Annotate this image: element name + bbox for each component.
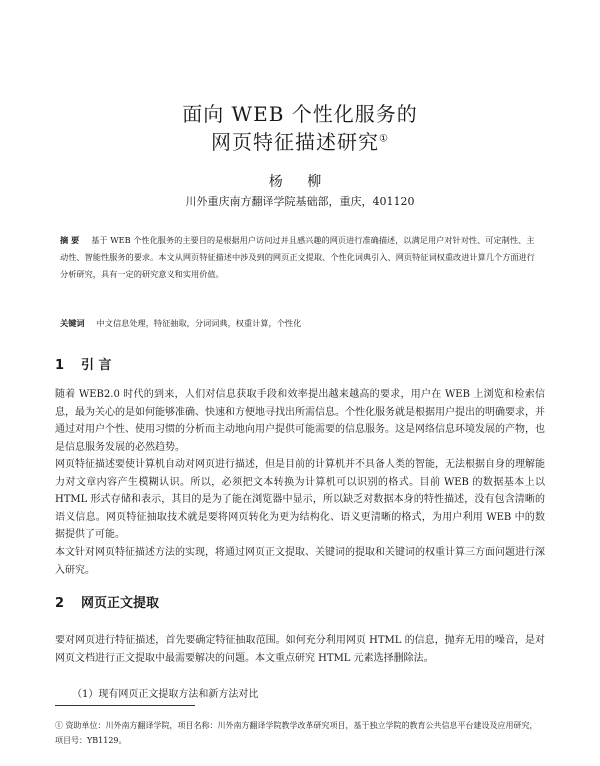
section-number: 2 [55,596,65,611]
author-name: 杨 柳 [268,174,332,190]
footnote-marker: ① [379,133,389,145]
paper-title-line2 [0,126,600,155]
author-affiliation: 川外重庆南方翻译学院基础部，重庆，401120 [185,195,415,208]
paragraph: 要对网页进行特征描述，首先要确定特征抽取范围。如何充分利用网页 HTML 的信息，抛弃无用的噪音，是对网页文档进行正文提取中最需要解决的问题。本文重点研究 HTML 元素选择删除法。 [55,635,545,664]
keywords-label: 关键词 [60,318,85,328]
footnote-divider [55,705,195,706]
paragraph: 随着 WEB2.0 时代的到来，人们对信息获取手段和效率提出越来越高的要求，用户在 WEB 上浏览和检索信息，最为关心的是如何能够准确、快速和方便地寻找出所需信息。个性化服务就是根据用户提出的明确要求，并通过对用户个性、使用习惯的分析而主动地向用户提供可能需要的信息服务。这是网络信息环境发展的产物，也是信息服务发展的必然趋势。 [55,389,545,453]
subheading: （1）现有网页正文提取方法和新方法对比 [72,689,259,700]
section-title: 引 言 [81,358,112,373]
abstract-label: 摘 要 [60,235,80,245]
paper-title-text: 网页特征描述研究 [211,130,380,154]
abstract [60,232,540,283]
abstract-text: 基于 WEB 个性化服务的主要目的是根据用户访问过并且感兴趣的网页进行准确描述，以满足用户对针对性、可定制性、主动性、智能性服务的要求。本文从网页特征描述中涉及到的网页正文提取、个性化词典引入、网页特征词权重改进计算几个方面进行分析研究，具有一定的研究意义和实用价值。 [60,235,535,279]
paper-title-line1: 面向 WEB 个性化服务的 [182,102,418,126]
footnote: ① 资助单位：川外南方翻译学院，项目名称：川外南方翻译学院教学改革研究项目，基于独立学院的教育公共信息平台建设及应用研究，项目号：YB1129。 [55,721,538,745]
paragraph: 本文针对网页特征描述方法的实现，将通过网页正文提取、关键词的提取和关键词的权重计算三方面问题进行深入研究。 [55,547,545,576]
section-heading-extraction [55,592,159,611]
section-heading-intro [55,354,112,373]
section-number: 1 [55,358,65,373]
paragraph: 网页特征描述要使计算机自动对网页进行描述，但是目前的计算机并不具备人类的智能，无法根据自身的理解能力对文章内容产生模糊认识。所以，必须把文本转换为计算机可以识别的格式。目前 WEB 的数据基本上以 HTML 形式存储和表示，其目的是为了能在浏览器中显示，所以缺乏对数据本身的特性描述，没有包含清晰的语义信息。网页特征抽取技术就是要将网页转化为更为结构化、语义更清晰的格式，为用户利用 WEB 中的数据提供了可能。 [55,459,545,540]
section-title: 网页正文提取 [81,596,160,611]
keywords-text: 中文信息处理，特征抽取，分词词典，权重计算，个性化 [96,318,302,328]
keywords [60,318,540,329]
